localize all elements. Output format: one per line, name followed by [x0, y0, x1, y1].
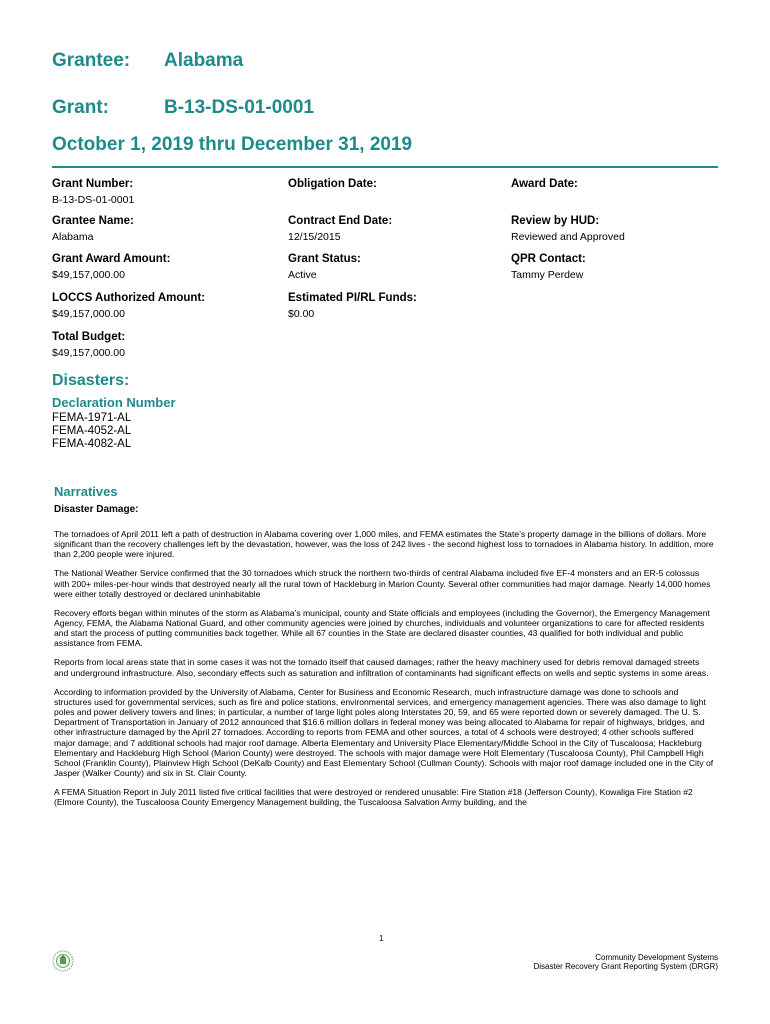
grant-award-amount-label: Grant Award Amount:: [52, 253, 171, 265]
declaration-number-header: Declaration Number: [52, 395, 176, 410]
narrative-paragraph: According to information provided by the University of Alabama, Center for Business and Economic Research, much infrastructure damage was done to schools and structures used for governmental services, such as fire and police stations, environmental services, and emergency management agencies. There was also damage to light poles and power delivery towers and lines; in particular, a number of large light poles along Interstates 20, 59, and 65 were reported down or severely damaged. The U. S. Department of Transportation in January of 2012 announced that $16.6 million dollars in federal money was being allocated to Alabama for repair of highways, bridges, and other infrastructure damaged by the April 27 tornadoes. According to reports from FEMA and other sources, a total of 4 schools were destroyed; 4 other schools suffered major damage; and 7 additional schools had major roof damage. Alberta Elementary and University Place Elementary/Middle School in the City of Tuscaloosa; Hackleburg Elementary and Hackleburg High School (Marion County) were destroyed. The schools with major damage were Holt Elementary (Tuscaloosa County), Phil Campbell High School (Franklin County), Plainview High School (DeKalb County) and East Elementary School (Cullman County). Schools with major roof damage included one in the City of Jasper (Walker County) and six in St. Clair County.: [54, 686, 714, 779]
grantee-name-field: [52, 215, 134, 243]
narrative-paragraph: A FEMA Situation Report in July 2011 listed five critical facilities that were destroyed or rendered unusable: Fire Station #18 (Jefferson County), Kowaliga Fire Station #2 (Elmore County), the Tuscaloosa County Emergency Management building, the Tuscaloosa Salvation Army building, and the: [54, 787, 693, 808]
grant-label: Grant:: [52, 97, 109, 118]
footer-system-name: Community Development Systems: [595, 953, 718, 962]
award-date-field: [511, 178, 578, 194]
contract-end-date-value: 12/15/2015: [288, 231, 341, 243]
grant-number-value: B-13-DS-01-0001: [52, 194, 135, 206]
loccs-authorized-amount-field: [52, 292, 205, 320]
declaration-item: FEMA-1971-AL: [52, 412, 132, 424]
qpr-contact-field: [511, 253, 586, 281]
qpr-contact-label: QPR Contact:: [511, 253, 586, 265]
narrative-paragraph: Reports from local areas state that in some cases it was not the tornado itself that caused damages; rather the heavy machinery used for debris removal damaged streets and underground infrastructure. Also, secondary effects such as saturation and infiltration of contaminants had significant effects on wells and septic systems in some areas.: [54, 657, 709, 678]
narratives-heading: Narratives: [54, 484, 118, 499]
grant-number-label: Grant Number:: [52, 178, 134, 190]
obligation-date-label: Obligation Date:: [288, 178, 377, 190]
grant-status-label: Grant Status:: [288, 253, 361, 265]
loccs-authorized-amount-value: $49,157,000.00: [52, 308, 125, 320]
narrative-body: [54, 529, 714, 816]
disaster-damage-label: Disaster Damage:: [54, 504, 139, 515]
qpr-contact-value: Tammy Perdew: [511, 269, 584, 281]
grantee-name-value: Alabama: [52, 231, 94, 243]
declaration-item: FEMA-4052-AL: [52, 425, 132, 437]
total-budget-field: [52, 331, 125, 359]
total-budget-label: Total Budget:: [52, 331, 126, 343]
narrative-paragraph: The National Weather Service confirmed that the 30 tornadoes which struck the northern two-thirds of central Alabama included five EF-4 monsters and an ER-5 colossus with 200+ miles-per-hour winds that destroyed nearly all the rural town of Hackleburg in Marion County. Several other communities had major damage. Nearly 14,000 homes were either totally destroyed or declared uninhabitable: [54, 568, 711, 599]
reporting-period: October 1, 2019 thru December 31, 2019: [52, 134, 413, 155]
grant-status-field: [288, 253, 361, 281]
declaration-item: FEMA-4082-AL: [52, 438, 132, 450]
grant-heading: [52, 97, 314, 119]
grantee-name-label: Grantee Name:: [52, 215, 134, 227]
grantee-heading: [52, 50, 243, 72]
narrative-paragraph: The tornadoes of April 2011 left a path of destruction in Alabama covering over 1,000 miles, and FEMA estimates the State’s property damage in the billions of dollars. More significant than the recovery challenges left by the devastation, however, was the loss of 242 lives - the second highest loss to tornadoes in Alabama history. In addition, more than 2,200 people were injured.: [54, 529, 714, 560]
contract-end-date-label: Contract End Date:: [288, 215, 393, 227]
grant-award-amount-value: $49,157,000.00: [52, 269, 125, 281]
estimated-pi-rl-funds-label: Estimated PI/RL Funds:: [288, 292, 417, 304]
grant-value: B-13-DS-01-0001: [164, 97, 314, 118]
review-by-hud-field: [511, 215, 625, 243]
grantee-value: Alabama: [164, 50, 244, 71]
estimated-pi-rl-funds-value: $0.00: [288, 308, 315, 320]
grant-award-amount-field: [52, 253, 170, 281]
grantee-label: Grantee:: [52, 50, 131, 71]
narrative-paragraph: Recovery efforts began within minutes of the storm as Alabama’s municipal, county and State officials and employees (including the Governor), the Emergency Management Agency, FEMA, the Alabama National Guard, and other community agencies were joined by churches, individuals and volunteer organizations to care for affected residents and start the process of putting communities back together. While all 67 counties in the State are declared disaster counties, 43 qualified for both individual and public assistance from FEMA.: [54, 607, 710, 649]
hud-seal-icon: [52, 950, 74, 972]
page-number: 1: [379, 934, 384, 943]
loccs-authorized-amount-label: LOCCS Authorized Amount:: [52, 292, 206, 304]
grant-number-field: [52, 178, 134, 206]
footer-report-name: Disaster Recovery Grant Reporting System (DRGR): [533, 962, 718, 971]
estimated-pi-rl-funds-field: [288, 292, 417, 320]
review-by-hud-value: Reviewed and Approved: [511, 231, 625, 243]
disasters-heading: Disasters:: [52, 372, 130, 389]
award-date-label: Award Date:: [511, 178, 578, 190]
header-divider: [52, 166, 718, 168]
total-budget-value: $49,157,000.00: [52, 347, 125, 359]
grant-status-value: Active: [288, 269, 317, 281]
obligation-date-field: [288, 178, 377, 194]
contract-end-date-field: [288, 215, 392, 243]
declaration-list: [52, 412, 131, 451]
review-by-hud-label: Review by HUD:: [511, 215, 600, 227]
